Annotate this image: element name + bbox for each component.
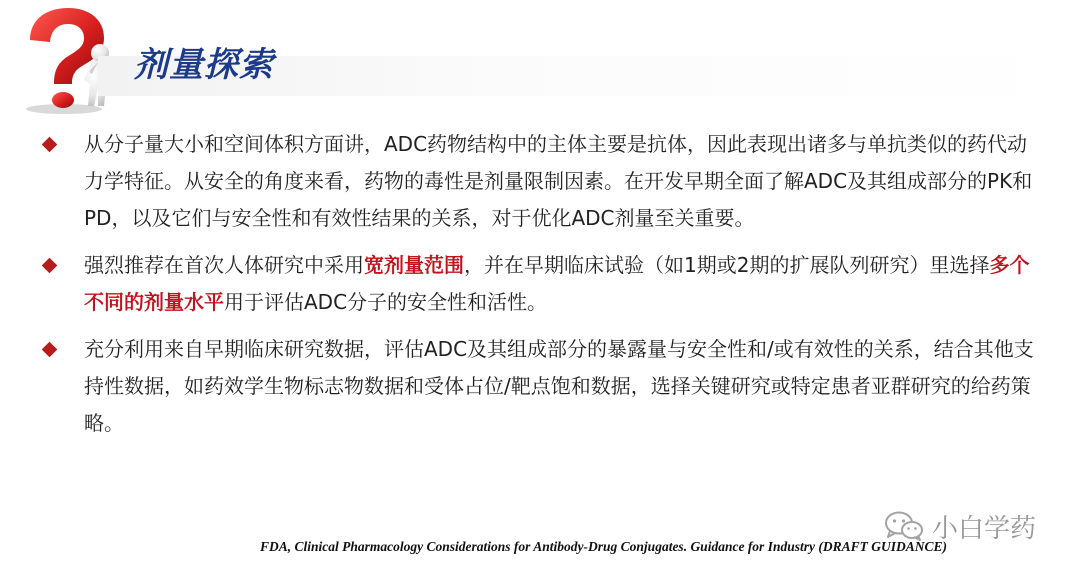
bullet-list bbox=[40, 126, 1040, 452]
bullet-text: 从分子量大小和空间体积方面讲，ADC药物结构中的主体主要是抗体，因此表现出诸多与单抗类似的药代动力学特征。从安全的角度来看，药物的毒性是剂量限制因素。在开发早期全面了解ADC及其组成部分的PK和PD，以及它们与安全性和有效性结果的关系，对于优化ADC剂量至关重要。 bbox=[84, 132, 1033, 230]
bullet-text: 充分利用来自早期临床研究数据，评估ADC及其组成部分的暴露量与安全性和/或有效性的关系，结合其他支持性数据，如药效学生物标志物数据和受体占位/靶点饱和数据，选择关键研究或特定患者亚群研究的给药策略。 bbox=[84, 337, 1034, 435]
bullet-item bbox=[40, 331, 1040, 442]
bullet-text: ，并在早期临床试验（如1期或2期的扩展队列研究）里选择 bbox=[464, 253, 990, 277]
footer-citation: FDA, Clinical Pharmacology Considerations for Antibody-Drug Conjugates. Guidance for Industry (DRAFT GUIDANCE) bbox=[260, 539, 947, 554]
watermark bbox=[884, 508, 1036, 544]
diamond-bullet-icon bbox=[42, 258, 58, 274]
bullet-text: 强烈推荐在首次人体研究中采用 bbox=[84, 253, 364, 277]
diamond-bullet-icon bbox=[42, 137, 58, 153]
bullet-item bbox=[40, 247, 1040, 321]
highlight-text: 多个不同的剂量水平 bbox=[84, 253, 1030, 314]
highlight-text: 宽剂量范围 bbox=[364, 253, 464, 277]
bullet-item bbox=[40, 126, 1040, 237]
diamond-bullet-icon bbox=[42, 342, 58, 358]
page-title: 剂量探索 bbox=[134, 45, 274, 85]
bullet-text: 用于评估ADC分子的安全性和活性。 bbox=[224, 290, 548, 314]
wechat-icon bbox=[884, 510, 924, 542]
watermark-text: 小白学药 bbox=[932, 513, 1037, 544]
